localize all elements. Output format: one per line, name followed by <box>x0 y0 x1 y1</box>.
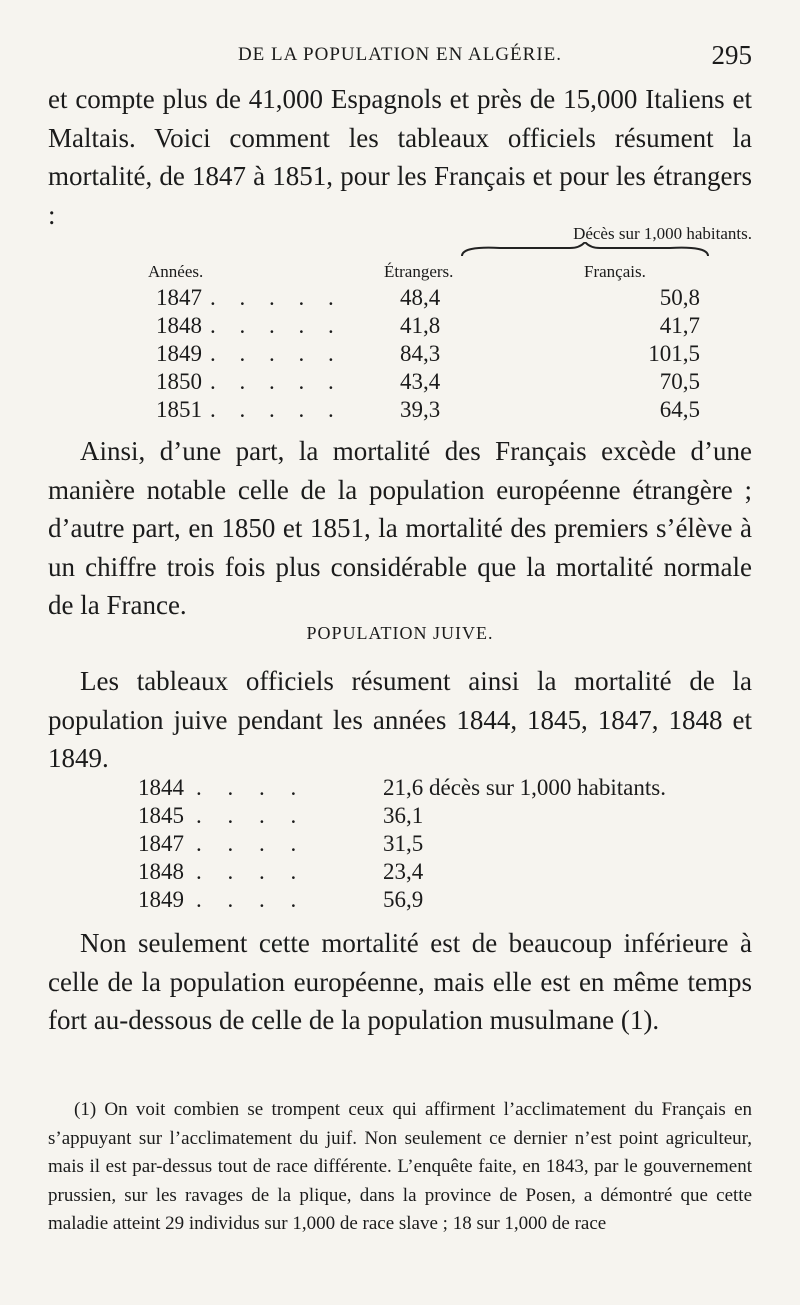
table-row <box>0 887 800 917</box>
table-row <box>0 285 800 313</box>
etrangers-cell: 84,3 <box>400 341 441 366</box>
paragraph-jewish-intro: Les tableaux officiels résument ainsi la mortalité de la population juive pendant les années 1844, 1845, 1847, 1848 et 1849. <box>48 666 752 773</box>
column-header-etrangers: Étrangers. <box>384 262 454 281</box>
section-title: POPULATION JUIVE. <box>306 623 494 643</box>
leader-dots: . . . . . <box>210 341 343 366</box>
etrangers-cell: 39,3 <box>400 397 441 422</box>
column-header-francais: Français. <box>584 262 646 281</box>
paragraph-intro: et compte plus de 41,000 Espagnols et près de 15,000 Italiens et Maltais. Voici comment les tableaux officiels résument la mortalité, de 1847 à 1851, pour les Français et pour les étrangers : <box>48 84 752 230</box>
year-cell: 1850 <box>156 369 202 394</box>
year-cell: 1845 <box>138 803 184 828</box>
francais-cell: 50,8 <box>659 285 700 310</box>
value-cell: 21,6 décès sur 1,000 habitants. <box>383 775 666 800</box>
column-header-years: Années. <box>148 262 204 281</box>
year-cell: 1848 <box>138 859 184 884</box>
paragraph-conclusion: Ainsi, d’une part, la mortalité des Français excède d’une manière notable celle de la population européenne étrangère ; d’autre part, en 1850 et 1851, la mortalité des premiers s’élève à un chiffre trois fois plus considérable que la mortalité normale de la France. <box>48 436 752 620</box>
francais-cell: 64,5 <box>659 397 700 422</box>
table-row <box>0 341 800 369</box>
leader-dots: . . . . <box>196 887 307 912</box>
year-cell: 1848 <box>156 313 202 338</box>
etrangers-cell: 41,8 <box>400 313 441 338</box>
footnote-marker: (1) <box>74 1099 97 1120</box>
francais-cell: 41,7 <box>659 313 700 338</box>
year-cell: 1849 <box>138 887 184 912</box>
francais-cell: 70,5 <box>659 369 700 394</box>
year-cell: 1849 <box>156 341 202 366</box>
table-row <box>0 775 800 805</box>
footnote <box>48 1096 752 1239</box>
paragraph-comparison: Non seulement cette mortalité est de beaucoup inférieure à celle de la population européenne, mais elle est en même temps fort au-dessous de celle de la population musulmane (1). <box>48 928 752 1035</box>
francais-cell: 101,5 <box>648 341 700 366</box>
leader-dots: . . . . <box>196 775 307 800</box>
leader-dots: . . . . <box>196 803 307 828</box>
value-cell: 56,9 <box>383 887 424 912</box>
year-cell: 1847 <box>156 285 202 310</box>
leader-dots: . . . . . <box>210 369 343 394</box>
footnote-text: On voit combien se trompent ceux qui affirment l’acclimatement du Français en s’appuyant sur l’acclimatement du juif. Non seulement ce dernier n’est point agriculteur, mais il est par-dessus tout de race différente. L’enquête faite, en 1843, par le gouvernement prussien, sur les ravages de la plique, dans la province de Posen, a démontré que cette maladie atteint 29 individus sur 1,000 de race slave ; 18 sur 1,000 de race <box>48 1099 753 1234</box>
running-header <box>48 40 752 74</box>
value-cell: 36,1 <box>383 803 424 828</box>
table-row <box>0 803 800 833</box>
etrangers-cell: 43,4 <box>400 369 441 394</box>
year-cell: 1844 <box>138 775 184 800</box>
table-row <box>0 313 800 341</box>
leader-dots: . . . . . <box>210 313 343 338</box>
value-cell: 31,5 <box>383 831 424 856</box>
table-caption: Décès sur 1,000 habitants. <box>573 224 752 243</box>
table-row <box>0 831 800 861</box>
page-number: 295 <box>711 40 752 70</box>
running-title: DE LA POPULATION EN ALGÉRIE. <box>237 44 563 65</box>
table-row <box>0 369 800 397</box>
year-cell: 1847 <box>138 831 184 856</box>
brace-icon <box>460 242 710 260</box>
leader-dots: . . . . . <box>210 285 343 310</box>
value-cell: 23,4 <box>383 859 424 884</box>
etrangers-cell: 48,4 <box>400 285 441 310</box>
leader-dots: . . . . . <box>210 397 343 422</box>
leader-dots: . . . . <box>196 831 307 856</box>
year-cell: 1851 <box>156 397 202 422</box>
table-row <box>0 859 800 889</box>
table-row <box>0 397 800 425</box>
leader-dots: . . . . <box>196 859 307 884</box>
